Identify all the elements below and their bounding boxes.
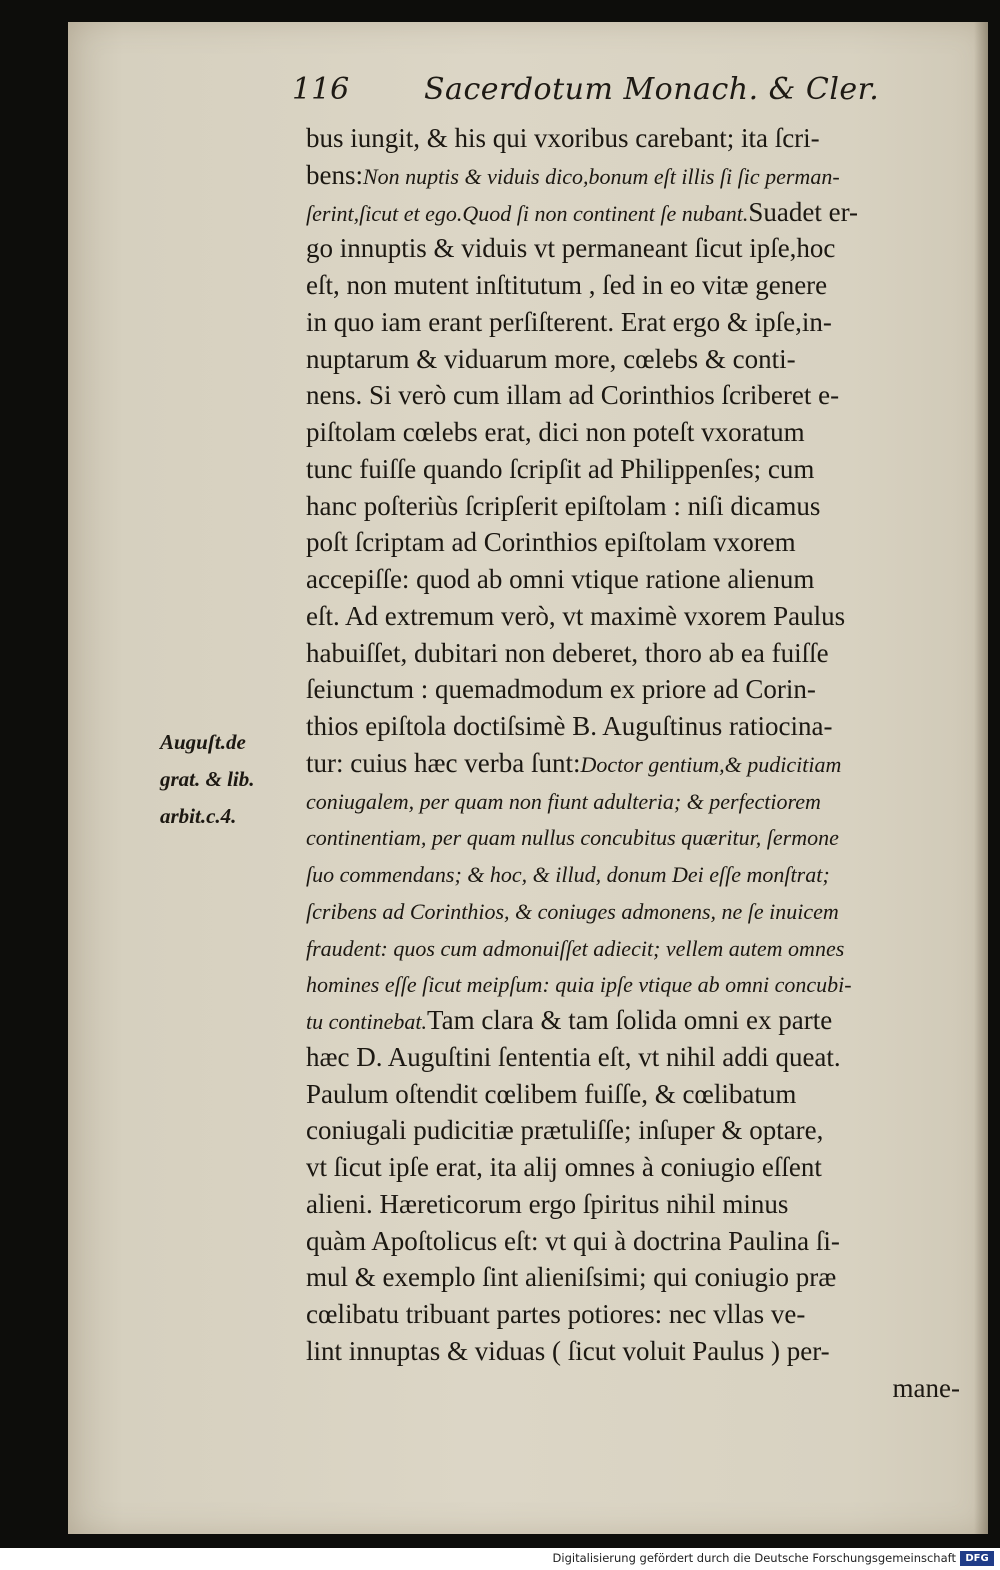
footer-band — [0, 1548, 1000, 1570]
line-text: habuiſſet, dubitari non deberet, thoro ab ea fuiſſe — [306, 637, 829, 668]
text-line — [306, 1039, 978, 1076]
italic-quotation: Non nuptis & viduis dico,bonum eſt illis ſi ſic perman- — [363, 163, 840, 189]
text-line — [306, 892, 978, 929]
text-line — [306, 341, 978, 378]
line-text: thios epiſtola doctiſsimè B. Auguſtinus ratiocina- — [306, 711, 833, 741]
text-line — [306, 194, 978, 231]
line-text: tunc fuiſſe quando ſcripſit ad Philippenſes; cum — [306, 453, 815, 484]
catchword: mane- — [892, 1372, 960, 1403]
text-line — [306, 635, 978, 672]
line-text: ſeiunctum : quemadmodum ex priore ad Corin- — [306, 674, 816, 705]
text-line — [306, 377, 978, 414]
line-text: eſt, non mutent inſtitutum , ſed in eo vitæ genere — [306, 270, 828, 300]
text-line — [306, 451, 978, 488]
italic-quotation: fraudent: quos cum admonuiſſet adiecit; vellem autem omnes — [306, 935, 845, 961]
text-line — [306, 1002, 978, 1039]
line-text: bus iungit, & his qui vxoribus carebant; ita ſcri- — [306, 123, 820, 153]
funding-credit: Digitalisierung gefördert durch die Deutsche Forschungsgemeinschaft — [552, 1551, 956, 1565]
line-text: cœlibatu tribuant partes potiores: nec vllas ve- — [306, 1299, 806, 1329]
line-text: vt ſicut ipſe erat, ita alij omnes à coniugio eſſent — [306, 1152, 822, 1182]
text-line — [306, 1186, 978, 1223]
line-text: in quo iam erant perſiſterent. Erat ergo & ipſe,in- — [306, 306, 832, 337]
text-line — [306, 1149, 978, 1186]
text-line — [306, 1112, 978, 1149]
text-line — [306, 304, 978, 341]
text-line — [306, 1296, 978, 1333]
text-line — [306, 267, 978, 304]
text-line — [306, 1259, 978, 1296]
line-text: quàm Apoſtolicus eſt: vt qui à doctrina Paulina ſi- — [306, 1225, 840, 1256]
text-line — [306, 671, 978, 708]
italic-quotation: homines eſſe ſicut meipſum: quia ipſe vtique ab omni concubi- — [306, 972, 852, 998]
line-text: poſt ſcriptam ad Corinthios epiſtolam vxorem — [306, 527, 796, 558]
text-line — [306, 157, 978, 194]
dfg-logo: DFG — [960, 1551, 994, 1566]
line-text: hanc poſteriùs ſcripſerit epiſtolam : niſi dicamus — [306, 490, 821, 521]
italic-quotation: continentiam, per quam nullus concubitus quæritur, ſermone — [306, 825, 839, 851]
marginal-note-line: Auguſt.de — [160, 730, 246, 754]
text-line — [306, 818, 978, 855]
text-line — [306, 745, 978, 782]
line-text: lint innuptas & viduas ( ſicut voluit Paulus ) per- — [306, 1335, 830, 1366]
italic-quotation: ſcribens ad Corinthios, & coniuges admonens, ne ſe inuicem — [306, 898, 839, 924]
text-line — [306, 1223, 978, 1260]
text-line — [306, 488, 978, 525]
line-text: Suadet er- — [748, 196, 859, 227]
running-title: Sacerdotum Monach. & Cler. — [424, 72, 880, 107]
italic-quotation: coniugalem, per quam non fiunt adulteria; & perfectiorem — [306, 788, 821, 814]
italic-quotation: ſuo commendans; & hoc, & illud, donum Dei eſſe monſtrat; — [306, 862, 830, 887]
text-line — [306, 120, 978, 157]
italic-quotation: Doctor gentium,& pudicitiam — [580, 751, 842, 777]
page-number: 116 — [292, 72, 350, 107]
text-line — [306, 782, 978, 819]
body-text — [306, 120, 978, 1406]
marginal-note-line: grat. & lib. — [160, 767, 255, 791]
line-text: alieni. Hæreticorum ergo ſpiritus nihil minus — [306, 1188, 789, 1219]
line-text: eſt. Ad extremum verò, vt maximè vxorem Paulus — [306, 600, 846, 631]
text-line — [306, 1076, 978, 1113]
text-line — [306, 414, 978, 451]
text-line — [306, 524, 978, 561]
line-text: nuptarum & viduarum more, cœlebs & conti- — [306, 343, 796, 374]
italic-quotation: tu continebat. — [306, 1009, 427, 1034]
line-text: Paulum oſtendit cœlibem fuiſſe, & cœlibatum — [306, 1078, 797, 1109]
text-line — [306, 929, 978, 966]
line-text: go innuptis & viduis vt permaneant ſicut ipſe,hoc — [306, 233, 836, 264]
marginal-note-line: arbit.c.4. — [160, 804, 237, 828]
text-line — [306, 1333, 978, 1370]
text-line — [306, 855, 978, 892]
line-text: mul & exemplo ſint alieniſsimi; qui coniugio præ — [306, 1262, 837, 1293]
text-line — [306, 561, 978, 598]
text-line — [306, 708, 978, 745]
text-line — [306, 230, 978, 267]
line-text: hæc D. Auguſtini ſententia eſt, vt nihil addi queat. — [306, 1041, 841, 1072]
italic-quotation: ſerint,ſicut et ego.Quod ſi non continent ſe nubant. — [306, 200, 749, 226]
running-header — [292, 72, 912, 120]
line-text: nens. Si verò cum illam ad Corinthios ſcriberet e- — [306, 380, 840, 411]
text-line — [306, 598, 978, 635]
line-text: bens: — [306, 159, 363, 190]
text-line — [306, 965, 978, 1002]
line-text: tur: cuius hæc verba ſunt: — [306, 747, 581, 778]
line-text: coniugali pudicitiæ prætuliſſe; inſuper & optare, — [306, 1115, 824, 1146]
line-text: piſtolam cœlebs erat, dici non poteſt vxoratum — [306, 417, 805, 447]
line-text: accepiſſe: quod ab omni vtique ratione alienum — [306, 564, 815, 594]
line-text: Tam clara & tam ſolida omni ex parte — [426, 1005, 833, 1035]
marginal-note — [160, 724, 300, 835]
